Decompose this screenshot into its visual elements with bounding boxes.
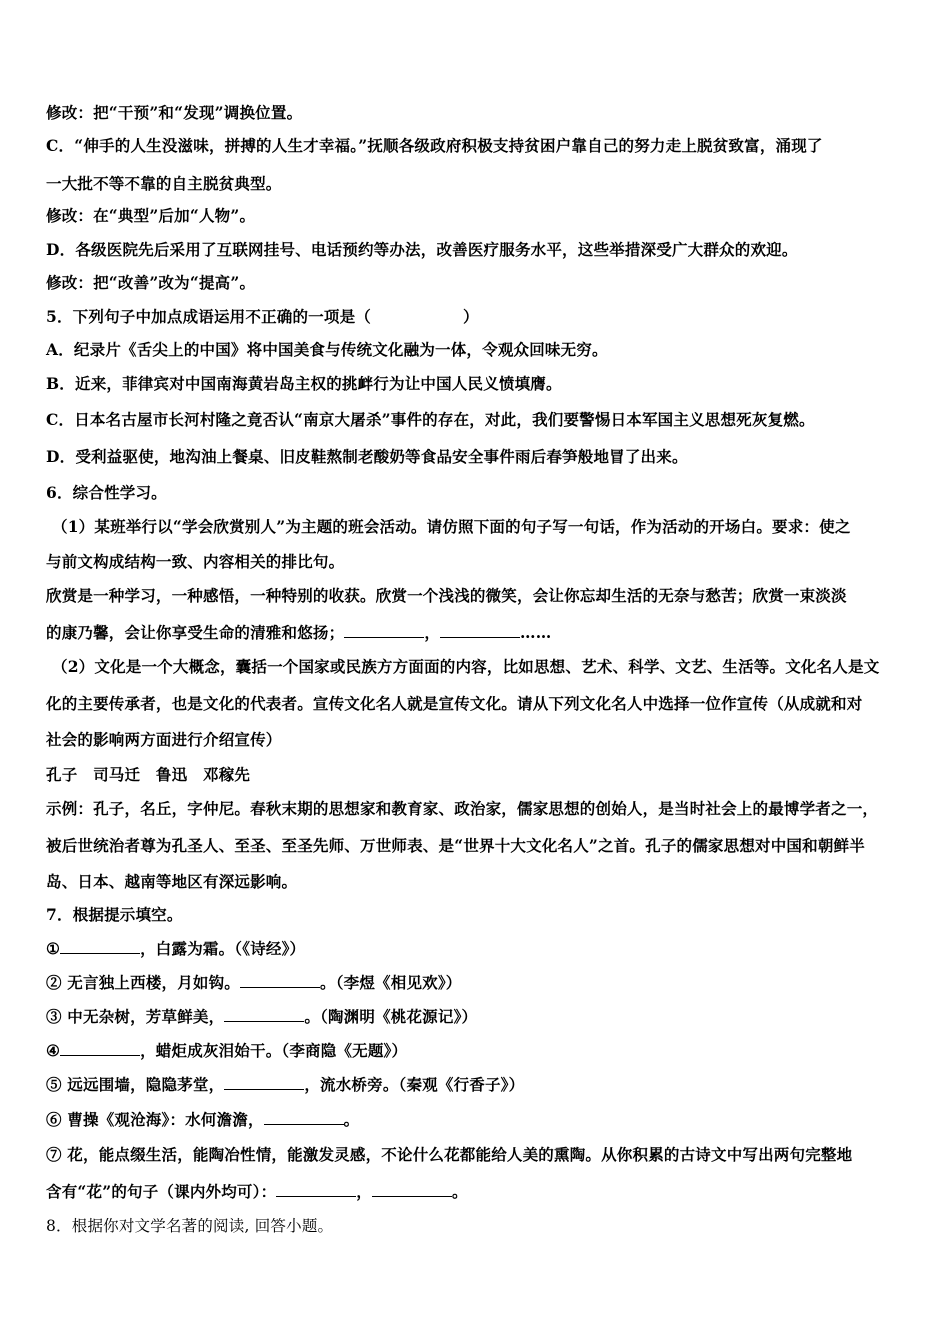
text-segment: 的康乃馨，会让你享受生命的清雅和悠扬； bbox=[46, 623, 345, 642]
text-segment: ，流水桥旁。（秦观《行香子》） bbox=[304, 1075, 525, 1094]
poem-item-2 bbox=[46, 973, 462, 993]
text-line: C．“伸手的人生没滋味，拼搏的人生才幸福。”抚顺各级政府积极支持贫困户靠自己的努力走上脱贫致富，涌现了 bbox=[46, 136, 823, 155]
name-list: 孔子 司马迁 鲁迅 邓稼先 bbox=[46, 765, 251, 784]
text-segment: 。 bbox=[452, 1182, 468, 1201]
text-line: 修改：在“典型”后加“人物”。 bbox=[46, 206, 256, 225]
text-segment: ，蜡炬成灰泪始干。（李商隐《无题》） bbox=[140, 1041, 408, 1060]
text-segment: ， bbox=[356, 1182, 372, 1201]
answer-blank[interactable] bbox=[440, 623, 520, 638]
answer-blank[interactable] bbox=[276, 1182, 356, 1197]
answer-blank[interactable] bbox=[224, 1075, 304, 1090]
text-segment: ⑤ 远远围墙，隐隐茅堂， bbox=[46, 1075, 225, 1094]
text-line bbox=[46, 623, 551, 643]
answer-blank[interactable] bbox=[372, 1182, 452, 1197]
text-line: 欣赏是一种学习，一种感悟，一种特别的收获。欣赏一个浅浅的微笑，会让你忘却生活的无奈与愁苦；欣赏一束淡淡 bbox=[46, 586, 847, 605]
option-c: C．日本名古屋市长河村隆之竟否认“南京大屠杀”事件的存在，对此，我们要警惕日本军国主义思想死灰复燃。 bbox=[46, 410, 815, 429]
poem-item-3 bbox=[46, 1007, 477, 1027]
text-line: 修改：把“改善”改为“提高”。 bbox=[46, 273, 256, 292]
option-a: A．纪录片《舌尖上的中国》将中国美食与传统文化融为一体，令观众回味无穷。 bbox=[46, 340, 608, 359]
answer-blank[interactable] bbox=[60, 1041, 140, 1056]
option-d: D．受利益驱使，地沟油上餐桌、旧皮鞋熬制老酸奶等食品安全事件雨后春笋般地冒了出来。 bbox=[46, 447, 688, 466]
question-8: 8．根据你对文学名著的阅读, 回答小题。 bbox=[46, 1217, 334, 1235]
answer-blank[interactable] bbox=[344, 623, 424, 638]
text-line: 岛、日本、越南等地区有深远影响。 bbox=[46, 872, 298, 891]
question-5 bbox=[46, 307, 479, 327]
text-segment: 。 bbox=[343, 1110, 360, 1129]
text-line: 修改：把“干预”和“发现”调换位置。 bbox=[46, 103, 303, 122]
question-5-close: ） bbox=[463, 307, 479, 326]
poem-item-1 bbox=[46, 939, 305, 959]
poem-item-4 bbox=[46, 1041, 407, 1061]
text-line: 被后世统治者尊为孔圣人、至圣、至圣先师、万世师表、是“世界十大文化名人”之首。孔子的儒家思想对中国和朝鲜半 bbox=[46, 836, 865, 855]
text-segment: 。（李煜《相见欢》） bbox=[320, 973, 462, 992]
text-segment: ， bbox=[424, 623, 441, 642]
text-segment: 含有“花”的句子（课内外均可）： bbox=[46, 1182, 277, 1201]
text-line: （1）某班举行以“学会欣赏别人”为主题的班会活动。请仿照下面的句子写一句话，作为活动的开场白。要求：使之 bbox=[52, 517, 851, 536]
answer-blank[interactable] bbox=[60, 939, 140, 954]
answer-blank[interactable] bbox=[264, 1110, 344, 1125]
text-segment: ⑥ 曹操《观沧海》：水何澹澹， bbox=[46, 1110, 264, 1129]
text-line: D．各级医院先后采用了互联网挂号、电话预约等办法，改善医疗服务水平，这些举措深受广大群众的欢迎。 bbox=[46, 240, 798, 259]
poem-item-7: ⑦ 花，能点缀生活，能陶冶性情，能激发灵感，不论什么花都能给人美的熏陶。从你积累的古诗文中写出两句完整地 bbox=[46, 1145, 853, 1164]
text-line: 示例：孔子，名丘，字仲尼。春秋末期的思想家和教育家、政治家，儒家思想的创始人，是当时社会上的最博学者之一， bbox=[46, 799, 879, 818]
question-5-text: 5．下列句子中加点成语运用不正确的一项是（ bbox=[46, 307, 371, 326]
text-line: 与前文构成结构一致、内容相关的排比句。 bbox=[46, 552, 345, 571]
text-line: 一大批不等不靠的自主脱贫典型。 bbox=[46, 174, 282, 193]
text-segment: 。（陶渊明《桃花源记》） bbox=[304, 1007, 478, 1026]
text-line bbox=[46, 1182, 468, 1202]
text-segment: ① bbox=[46, 939, 61, 958]
answer-blank[interactable] bbox=[224, 1007, 304, 1022]
text-segment: ④ bbox=[46, 1041, 61, 1060]
text-line: 社会的影响两方面进行介绍宣传） bbox=[46, 730, 282, 749]
text-segment: ② 无言独上西楼，月如钩。 bbox=[46, 973, 240, 992]
poem-item-5 bbox=[46, 1075, 524, 1095]
question-6: 6．综合性学习。 bbox=[46, 483, 167, 502]
option-b: B．近来，菲律宾对中国南海黄岩岛主权的挑衅行为让中国人民义愤填膺。 bbox=[46, 374, 562, 393]
text-line: （2）文化是一个大概念，囊括一个国家或民族方方面面的内容，比如思想、艺术、科学、文艺、生活等。文化名人是文 bbox=[52, 657, 880, 676]
text-segment: ，白露为霜。（《诗经》） bbox=[140, 939, 306, 958]
answer-blank[interactable] bbox=[240, 973, 320, 988]
question-7: 7．根据提示填空。 bbox=[46, 905, 183, 924]
text-segment: ③ 中无杂树，芳草鲜美， bbox=[46, 1007, 225, 1026]
text-line: 化的主要传承者，也是文化的代表者。宣传文化名人就是宣传文化。请从下列文化名人中选择一位作宣传（从成就和对 bbox=[46, 694, 863, 713]
text-segment: …… bbox=[520, 623, 552, 642]
poem-item-6 bbox=[46, 1110, 359, 1130]
